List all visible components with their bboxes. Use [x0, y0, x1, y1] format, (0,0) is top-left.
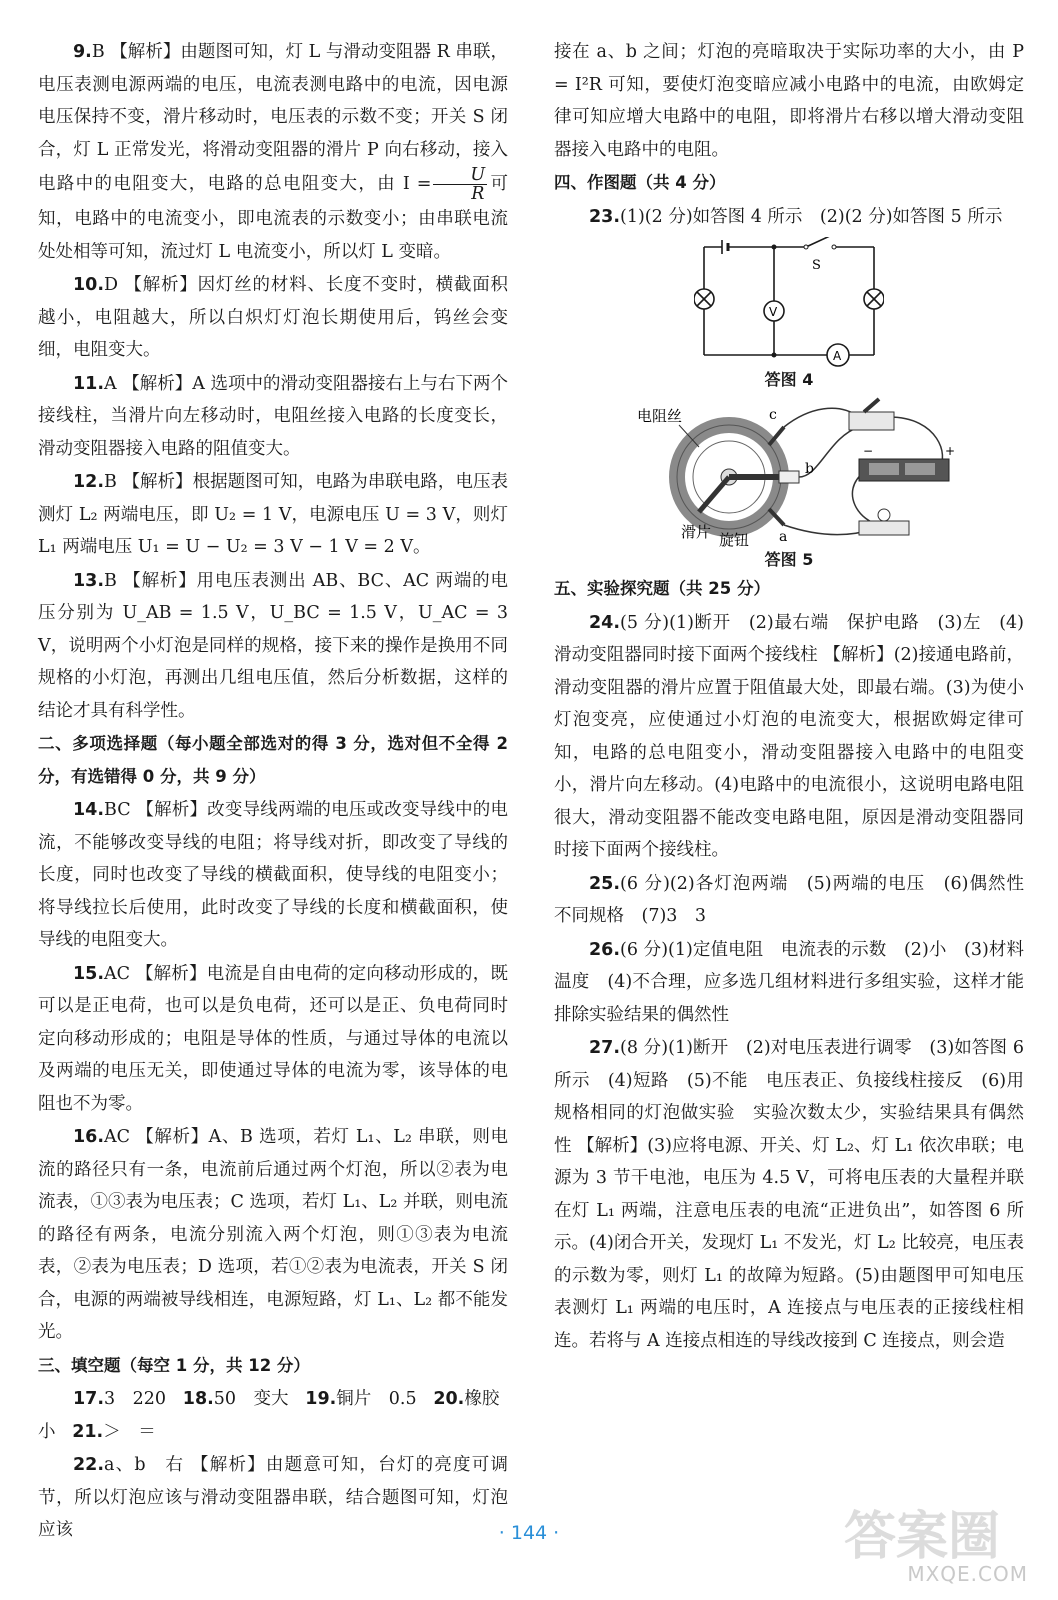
answer-10: [38, 269, 508, 367]
rheostat-wiring-figure-5: [619, 397, 959, 547]
answer-text: AC 【解析】电流是自由电荷的定向移动形成的，既可以是正电荷，也可以是负电荷，还可以是正、负电荷同时定向移动形成的；电阻是导体的性质，与通过导体的电流以及两端的电压无关，即使通过导体的电流为零，该导体的电阻也不为零。: [38, 963, 508, 1114]
switch-label: S: [812, 258, 821, 273]
ammeter-label: A: [833, 349, 842, 363]
section-heading-2: 二、多项选择题（每小题全部选对的得 3 分，选对但不全得 2 分，有选错得 0 分，共 9 分）: [38, 734, 508, 786]
battery-plus-label: +: [945, 444, 956, 458]
question-number: 23.: [589, 206, 621, 227]
answer-text: (5 分)(1)断开 (2)最右端 保护电路 (3)左 (4)滑动变阻器同时接下面两个接线柱 【解析】(2)接通电路前，滑动变阻器的滑片应置于阻值最大处，即最右端。(3)为使小灯泡变亮，应使通过小灯泡的电流变大，根据欧姆定律可知，电路的总电阻变小，滑动变阻器接入电路中的电阻变小，滑片向左移动。(4)电路中的电流很小，这说明电路电阻很大，滑动变阻器不能改变电路电阻，原因是滑动变阻器同时接下面两个接线柱。: [554, 612, 1024, 860]
battery-minus-label: −: [863, 444, 874, 458]
fraction-u-over-r: [433, 166, 487, 203]
answer-text: B 【解析】由题图可知，灯 L 与滑动变阻器 R 串联，电压表测电源两端的电压，电流表测电路中的电流，因电源电压保持不变，滑片移动时，电压表的示数不变；开关 S 闭合，灯 L 正常发光，将滑动变阻器的滑片 P 向右移动，接入电路中的电阻变大，电路的总电阻变大，由 I =: [38, 42, 508, 194]
answer-text: (8 分)(1)断开 (2)对电压表进行调零 (3)如答图 6 所示 (4)短路 (5)不能 电压表正、负接线柱接反 (6)用规格相同的灯泡做实验 实验次数太少，实验结果具有偶然性 【解析】(3)应将电源、开关、灯 L₂、灯 L₁ 依次串联；电源为 3 节干电池，电压为 4.5 V，可将电压表的大量程并联在灯 L₁ 两端，注意电压表的电流“正进负出”，如答图 6 所示。(4)闭合开关，发现灯 L₁ 不发光，灯 L₂ 比较亮，电压表的示数为零，则灯 L₁ 的故障为短路。(5)由题图甲可知电压表测灯 L₁ 两端的电压时，A 连接点与电压表的正接线柱相连。若将与 A 连接点相连的导线改接到 C 连接点，则会造: [554, 1038, 1024, 1351]
resistance-wire-label: 电阻丝: [637, 407, 683, 425]
knob-label: 旋钮: [719, 531, 750, 547]
answer-text: 可知，电路中的电流变小，即电流表的示数变小；由串联电流处处相等可知，流过灯 L 电流变小，所以灯 L 变暗。: [38, 174, 508, 262]
answer-26: [554, 934, 1042, 1032]
question-number: 25.: [589, 873, 621, 894]
question-number: 26.: [589, 939, 621, 960]
answer-text: (1)(2 分)如答图 4 所示 (2)(2 分)如答图 5 所示: [620, 206, 1003, 227]
answer-14: [38, 794, 508, 957]
watermark-url: MXQE.COM: [907, 1562, 1028, 1586]
fill-blank-answers: [38, 1383, 508, 1448]
answer-15: [38, 958, 508, 1121]
answer-text: a、b 右 【解析】由题意可知，台灯的亮度可调节，所以灯泡应该与滑动变阻器串联，结合题图可知，灯泡应该: [38, 1455, 508, 1540]
question-number: 17.: [73, 1389, 105, 1409]
voltmeter-label: V: [769, 305, 778, 319]
figure-4-caption: 答图 4: [764, 370, 814, 389]
answer-22-continued: 接在 a、b 之间；灯泡的亮暗取决于实际功率的大小，由 P = I²R 可知，要使灯泡变暗应减小电路中的电流，由欧姆定律可知应增大电路中的电阻，即将滑片右移以增大滑动变阻器接入电路中的电阻。: [554, 42, 1024, 160]
section-heading-3: 三、填空题（每空 1 分，共 12 分）: [38, 1355, 310, 1375]
fraction-denominator: R: [471, 184, 485, 204]
question-number: 14.: [73, 800, 105, 820]
question-number: 21.: [72, 1421, 104, 1442]
question-number: 13.: [73, 570, 105, 591]
answer-17: 3 220: [104, 1389, 167, 1409]
question-number: 18.: [182, 1389, 214, 1409]
slider-label: 滑片: [681, 523, 712, 541]
answer-text: B 【解析】根据题图可知，电路为串联电路，电压表测灯 L₂ 两端电压，即 U₂ = 1 V，电源电压 U = 3 V，则灯 L₁ 两端电压 U₁ = U − U₂ = 3 V − 1 V = 2 V。: [38, 472, 508, 557]
answer-23: [554, 201, 1024, 234]
answer-16: [38, 1121, 508, 1349]
answer-text: D 【解析】因灯丝的材料、长度不变时，横截面积越小，电阻越大，所以白炽灯灯泡长期使用后，钨丝会变细，电阻变大。: [38, 275, 508, 360]
circuit-diagram-figure-4: [694, 237, 884, 367]
terminal-a-label: a: [779, 529, 788, 545]
section-heading-5: 五、实验探究题（共 25 分）: [554, 579, 770, 598]
terminal-b-label: b: [805, 461, 814, 477]
question-number: 15.: [73, 963, 105, 984]
page-number: · 144 ·: [498, 1522, 560, 1544]
answer-9: [38, 36, 508, 268]
question-number: 19.: [305, 1389, 337, 1409]
answer-27: [554, 1032, 1024, 1357]
question-number: 11.: [73, 373, 105, 394]
answer-20-cont: 小: [38, 1421, 56, 1442]
answer-text: (6 分)(2)各灯泡两端 (5)两端的电压 (6)偶然性 不同规格 (7)3 3: [554, 873, 1042, 926]
answer-20: 橡胶: [464, 1389, 500, 1409]
question-number: 27.: [589, 1038, 621, 1058]
answer-13: [38, 565, 508, 728]
question-number: 10.: [73, 275, 105, 295]
terminal-c-label: c: [769, 407, 777, 423]
answer-11: [38, 368, 508, 466]
question-number: 9.: [73, 42, 92, 62]
left-column: [38, 36, 508, 1548]
question-number: 22.: [73, 1455, 105, 1475]
question-number: 24.: [589, 612, 621, 633]
question-number: 12.: [73, 472, 105, 492]
question-number: 20.: [433, 1389, 465, 1409]
figure-5-caption: 答图 5: [764, 550, 814, 569]
answer-12: [38, 466, 508, 564]
right-column: [554, 36, 1042, 1358]
fraction-numerator: U: [433, 166, 487, 185]
answer-text: AC 【解析】A、B 选项，若灯 L₁、L₂ 串联，则电流的路径只有一条，电流前后通过两个灯泡，所以②表为电流表，①③表为电压表；C 选项，若灯 L₁、L₂ 并联，则电流的路径有两条，电流分别流入两个灯泡，则①③表为电流表，②表为电压表；D 选项，若①②表为电流表，开关 S 闭合，电源的两端被导线相连，电源短路，灯 L₁、L₂ 都不能发光。: [38, 1127, 508, 1342]
answer-21: ＞ ＝: [103, 1421, 156, 1442]
answer-text: B 【解析】用电压表测出 AB、BC、AC 两端的电压分别为 U_AB = 1.5 V，U_BC = 1.5 V，U_AC = 3 V，说明两个小灯泡是同样的规格，接下来的操作是换用不同规格的小灯泡，再测出几组电压值，然后分析数据，这样的结论才具有科学性。: [38, 570, 508, 721]
watermark-text: 答案圈: [844, 1507, 1001, 1567]
answer-19: 铜片 0.5: [336, 1389, 417, 1409]
answer-25: [554, 868, 1042, 933]
question-number: 16.: [73, 1127, 105, 1147]
answer-text: A 【解析】A 选项中的滑动变阻器接右上与右下两个接线柱，当滑片向左移动时，电阻丝接入电路的长度变长，滑动变阻器接入电路的阻值变大。: [38, 373, 508, 459]
answer-text: BC 【解析】改变导线两端的电压或改变导线中的电流，不能够改变导线的电阻；将导线对折，即改变了导线的长度，同时也改变了导线的横截面积，使导线的电阻变小；将导线拉长后使用，此时改变了导线的长度和横截面积，使导线的电阻变大。: [38, 800, 508, 950]
section-heading-4: 四、作图题（共 4 分）: [554, 173, 726, 192]
answer-text: (6 分)(1)定值电阻 电流表的示数 (2)小 (3)材料 温度 (4)不合理，应多选几组材料进行多组实验，这样才能排除实验结果的偶然性: [554, 939, 1042, 1025]
answer-18: 50 变大: [213, 1389, 289, 1409]
answer-24: [554, 607, 1024, 867]
